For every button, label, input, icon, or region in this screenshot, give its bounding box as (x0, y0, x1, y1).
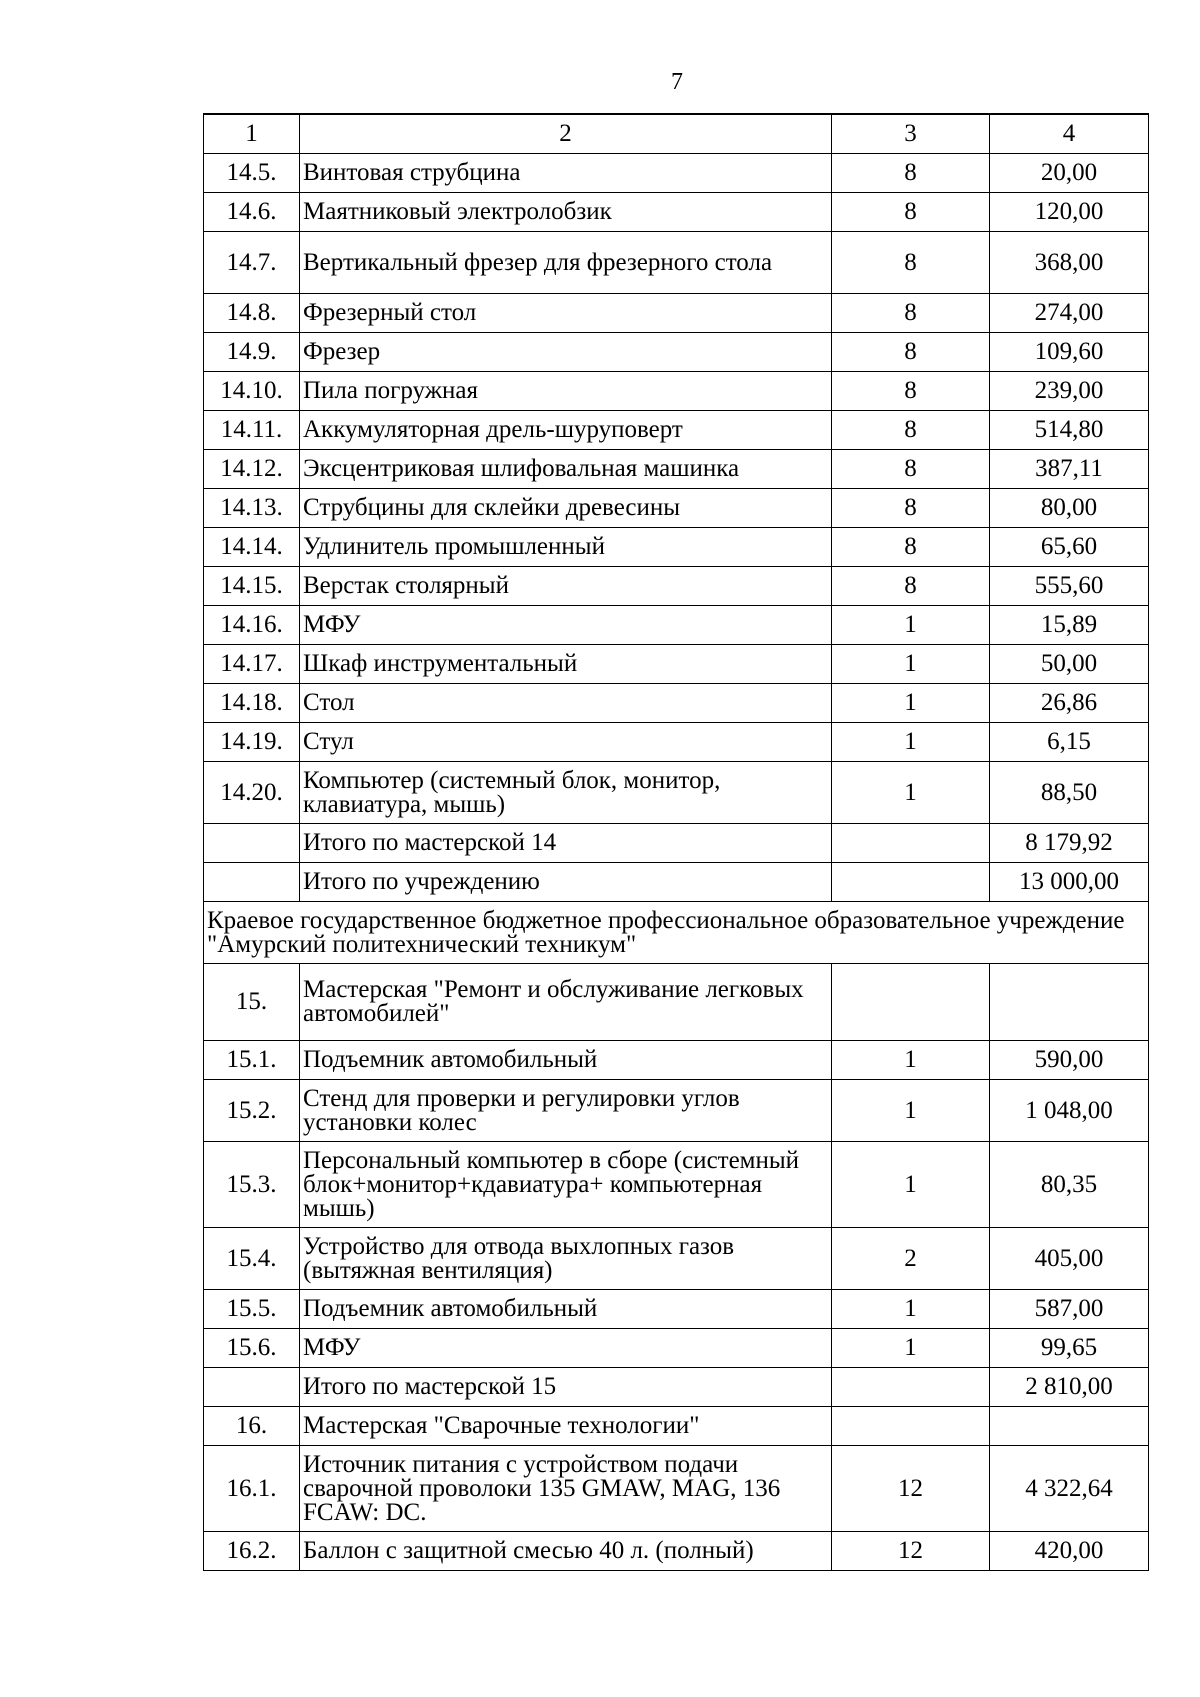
item-name: Итого по мастерской 14 (300, 824, 832, 863)
item-quantity: 1 (832, 1142, 990, 1228)
header-col-1: 1 (204, 114, 300, 154)
organization-name: Краевое государственное бюджетное профессиональное образовательное учреждение "Амурский политехнический техникум" (204, 902, 1149, 964)
item-amount: 405,00 (990, 1228, 1149, 1290)
page-number: 7 (671, 69, 683, 95)
item-amount: 8 179,92 (990, 824, 1149, 863)
row-number: 15. (204, 964, 300, 1041)
table-row (204, 863, 1149, 902)
table-body (204, 114, 1149, 1571)
item-quantity: 12 (832, 1446, 990, 1532)
row-number: 14.13. (204, 489, 300, 528)
table-row (204, 154, 1149, 193)
row-number: 14.14. (204, 528, 300, 567)
item-amount: 15,89 (990, 606, 1149, 645)
item-quantity: 1 (832, 1080, 990, 1142)
row-number: 14.18. (204, 684, 300, 723)
item-amount: 120,00 (990, 193, 1149, 232)
item-quantity: 8 (832, 489, 990, 528)
row-number: 16.1. (204, 1446, 300, 1532)
item-amount (990, 1407, 1149, 1446)
row-number: 15.6. (204, 1329, 300, 1368)
row-number: 14.20. (204, 762, 300, 824)
item-name: Баллон с защитной смесью 40 л. (полный) (300, 1532, 832, 1571)
item-amount: 239,00 (990, 372, 1149, 411)
item-amount: 274,00 (990, 294, 1149, 333)
row-number: 16.2. (204, 1532, 300, 1571)
item-name: Мастерская "Сварочные технологии" (300, 1407, 832, 1446)
item-name: МФУ (300, 1329, 832, 1368)
item-name: Устройство для отвода выхлопных газов (вытяжная вентиляция) (300, 1228, 832, 1290)
item-name: Стол (300, 684, 832, 723)
table-row (204, 645, 1149, 684)
item-quantity (832, 863, 990, 902)
item-quantity: 1 (832, 684, 990, 723)
item-quantity: 1 (832, 1041, 990, 1080)
row-number: 14.12. (204, 450, 300, 489)
table-row (204, 528, 1149, 567)
item-name: Вертикальный фрезер для фрезерного стола (300, 232, 832, 294)
item-name: Струбцины для склейки древесины (300, 489, 832, 528)
item-name: Подъемник автомобильный (300, 1041, 832, 1080)
table-row (204, 1368, 1149, 1407)
item-quantity: 2 (832, 1228, 990, 1290)
row-number: 14.10. (204, 372, 300, 411)
item-amount: 368,00 (990, 232, 1149, 294)
item-name: Эксцентриковая шлифовальная машинка (300, 450, 832, 489)
item-amount: 80,00 (990, 489, 1149, 528)
table-row (204, 1080, 1149, 1142)
header-col-3: 3 (832, 114, 990, 154)
item-name: Стул (300, 723, 832, 762)
item-quantity: 8 (832, 372, 990, 411)
item-amount: 6,15 (990, 723, 1149, 762)
item-name: Компьютер (системный блок, монитор, клавиатура, мышь) (300, 762, 832, 824)
table-row (204, 1407, 1149, 1446)
header-col-2: 2 (300, 114, 832, 154)
table-row (204, 294, 1149, 333)
row-number: 14.16. (204, 606, 300, 645)
row-number: 15.5. (204, 1290, 300, 1329)
item-quantity (832, 1368, 990, 1407)
table-row (204, 333, 1149, 372)
item-name: Мастерская "Ремонт и обслуживание легковых автомобилей" (300, 964, 832, 1041)
header-row (204, 114, 1149, 154)
row-number: 14.8. (204, 294, 300, 333)
item-quantity (832, 824, 990, 863)
item-name: Винтовая струбцина (300, 154, 832, 193)
table-row (204, 964, 1149, 1041)
item-amount (990, 964, 1149, 1041)
table-row (204, 450, 1149, 489)
row-number: 14.17. (204, 645, 300, 684)
item-amount: 555,60 (990, 567, 1149, 606)
equipment-table (203, 113, 1149, 1571)
item-quantity: 8 (832, 232, 990, 294)
item-quantity: 8 (832, 567, 990, 606)
item-quantity (832, 1407, 990, 1446)
item-quantity: 8 (832, 411, 990, 450)
item-quantity: 8 (832, 294, 990, 333)
table-row (204, 1041, 1149, 1080)
item-amount: 50,00 (990, 645, 1149, 684)
row-number (204, 824, 300, 863)
table-row (204, 684, 1149, 723)
row-number: 14.19. (204, 723, 300, 762)
item-amount: 80,35 (990, 1142, 1149, 1228)
row-number (204, 863, 300, 902)
item-amount: 26,86 (990, 684, 1149, 723)
table-row (204, 372, 1149, 411)
row-number: 14.11. (204, 411, 300, 450)
item-quantity: 8 (832, 528, 990, 567)
item-amount: 1 048,00 (990, 1080, 1149, 1142)
item-amount: 514,80 (990, 411, 1149, 450)
item-name: Подъемник автомобильный (300, 1290, 832, 1329)
table-row (204, 762, 1149, 824)
item-amount: 13 000,00 (990, 863, 1149, 902)
item-quantity: 8 (832, 450, 990, 489)
organization-row (204, 902, 1149, 964)
item-name: Пила погружная (300, 372, 832, 411)
item-amount: 590,00 (990, 1041, 1149, 1080)
table-row (204, 723, 1149, 762)
item-amount: 2 810,00 (990, 1368, 1149, 1407)
row-number: 14.15. (204, 567, 300, 606)
item-amount: 20,00 (990, 154, 1149, 193)
table-row (204, 1290, 1149, 1329)
row-number: 15.2. (204, 1080, 300, 1142)
row-number: 15.3. (204, 1142, 300, 1228)
row-number: 16. (204, 1407, 300, 1446)
header-col-4: 4 (990, 114, 1149, 154)
item-amount: 99,65 (990, 1329, 1149, 1368)
row-number: 14.7. (204, 232, 300, 294)
table-row (204, 824, 1149, 863)
item-amount: 420,00 (990, 1532, 1149, 1571)
item-name: Персональный компьютер в сборе (системный блок+монитор+кдавиатура+ компьютерная мышь) (300, 1142, 832, 1228)
item-name: МФУ (300, 606, 832, 645)
item-amount: 387,11 (990, 450, 1149, 489)
table-row (204, 1142, 1149, 1228)
item-amount: 4 322,64 (990, 1446, 1149, 1532)
item-quantity (832, 964, 990, 1041)
item-name: Итого по учреждению (300, 863, 832, 902)
item-name: Итого по мастерской 15 (300, 1368, 832, 1407)
table-row (204, 567, 1149, 606)
item-quantity: 1 (832, 645, 990, 684)
item-name: Фрезерный стол (300, 294, 832, 333)
item-amount: 587,00 (990, 1290, 1149, 1329)
item-quantity: 12 (832, 1532, 990, 1571)
table-row (204, 1446, 1149, 1532)
table-row (204, 411, 1149, 450)
item-name: Удлинитель промышленный (300, 528, 832, 567)
item-name: Шкаф инструментальный (300, 645, 832, 684)
item-name: Стенд для проверки и регулировки углов установки колес (300, 1080, 832, 1142)
item-name: Аккумуляторная дрель-шуруповерт (300, 411, 832, 450)
item-name: Источник питания с устройством подачи сварочной проволоки 135 GMAW, MAG, 136 FCAW: DC. (300, 1446, 832, 1532)
item-quantity: 1 (832, 762, 990, 824)
item-quantity: 1 (832, 723, 990, 762)
row-number: 14.6. (204, 193, 300, 232)
item-name: Верстак столярный (300, 567, 832, 606)
item-name: Фрезер (300, 333, 832, 372)
table-row (204, 489, 1149, 528)
row-number (204, 1368, 300, 1407)
item-amount: 109,60 (990, 333, 1149, 372)
item-quantity: 1 (832, 1329, 990, 1368)
item-quantity: 8 (832, 193, 990, 232)
item-name: Маятниковый электролобзик (300, 193, 832, 232)
row-number: 14.9. (204, 333, 300, 372)
item-quantity: 8 (832, 154, 990, 193)
table-row (204, 606, 1149, 645)
table-row (204, 193, 1149, 232)
item-quantity: 1 (832, 606, 990, 645)
item-amount: 65,60 (990, 528, 1149, 567)
row-number: 15.4. (204, 1228, 300, 1290)
row-number: 14.5. (204, 154, 300, 193)
item-quantity: 8 (832, 333, 990, 372)
table-row (204, 1532, 1149, 1571)
item-quantity: 1 (832, 1290, 990, 1329)
table-row (204, 232, 1149, 294)
row-number: 15.1. (204, 1041, 300, 1080)
table-row (204, 1228, 1149, 1290)
table-row (204, 1329, 1149, 1368)
item-amount: 88,50 (990, 762, 1149, 824)
